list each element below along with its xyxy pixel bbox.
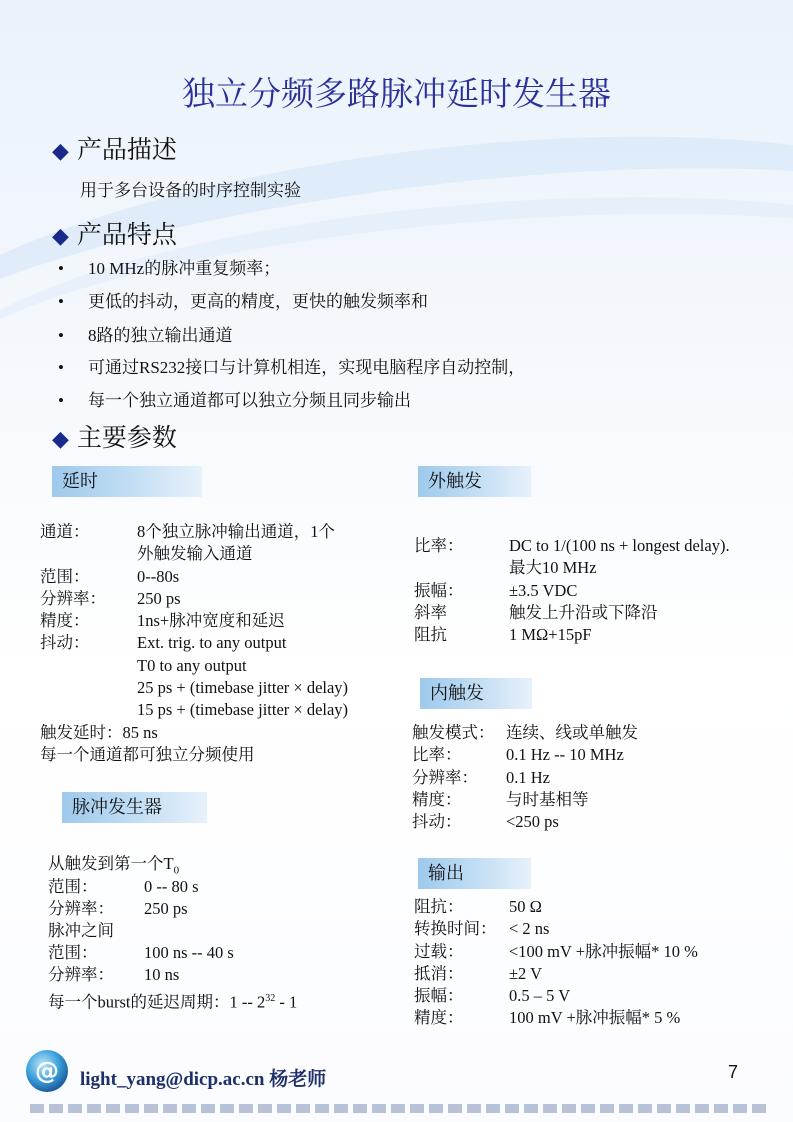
feature-text: 可通过RS232接口与计算机相连，实现电脑程序自动控制，: [88, 358, 526, 377]
param-value: 与时基相等: [506, 789, 589, 809]
param-key: 精度：: [414, 1008, 464, 1028]
param-value: DC to 1/(100 ns + longest delay).: [509, 536, 730, 555]
param-key: 抵消：: [414, 963, 464, 983]
param-row: [414, 963, 784, 985]
section-heading-params: ◆ 主要参数: [52, 425, 177, 452]
param-row: [48, 898, 348, 920]
param-row: [412, 789, 782, 811]
param-row: [40, 677, 410, 699]
param-value: 0 -- 80 s: [144, 877, 199, 896]
param-row: [40, 566, 410, 588]
param-row: [412, 811, 782, 833]
param-row: [412, 744, 782, 766]
external-trigger-params: [414, 535, 784, 646]
param-value: 连续、线或单触发: [506, 723, 638, 742]
param-value: 100 mV +脉冲振幅* 5 %: [509, 1008, 681, 1028]
feature-text: 更低的抖动，更高的精度，更快的触发频率和: [88, 292, 428, 311]
param-key: 分辨率：: [48, 899, 114, 919]
footer-contact: [80, 1064, 326, 1091]
param-key: 范围：: [48, 877, 98, 896]
bullet-dot-icon: •: [58, 292, 64, 311]
param-value: T0 to any output: [137, 655, 247, 675]
param-value: 1 MΩ+15pF: [509, 625, 592, 645]
param-value: 外触发输入通道: [137, 544, 253, 564]
description-text: 用于多台设备的时序控制实验: [80, 181, 301, 200]
param-key: 精度：: [40, 611, 90, 631]
pulse-params-between: [48, 942, 348, 987]
page-number: 7: [728, 1062, 739, 1082]
param-row: [414, 1007, 784, 1029]
feature-item: [58, 386, 411, 411]
param-row: [40, 632, 410, 654]
param-row: [40, 543, 410, 565]
bullet-dot-icon: •: [58, 326, 64, 345]
param-key: 阻抗：: [414, 897, 464, 916]
param-row: [40, 521, 410, 543]
param-value: <100 mV +脉冲振幅* 10 %: [509, 941, 698, 961]
param-key: 分辨率：: [412, 767, 478, 787]
email-logo-icon: [24, 1048, 70, 1094]
param-key: 转换时间：: [414, 919, 497, 939]
param-value: ±3.5 VDC: [509, 580, 578, 600]
param-key: 通道：: [40, 522, 90, 541]
output-params: [414, 896, 784, 1030]
feature-item: [58, 321, 233, 346]
param-value: 0.1 Hz -- 10 MHz: [506, 745, 624, 765]
param-row: [40, 588, 410, 610]
param-value: 最大10 MHz: [509, 558, 597, 578]
bullet-dot-icon: •: [58, 358, 64, 377]
param-key: 触发模式：: [412, 723, 495, 742]
param-value: 50 Ω: [509, 897, 542, 916]
param-row: [412, 767, 782, 789]
param-row: [48, 876, 348, 898]
param-row: [40, 610, 410, 632]
param-row: [48, 964, 348, 986]
feature-item: [58, 287, 428, 312]
param-row: [414, 557, 784, 579]
param-row: [40, 699, 410, 721]
burst-delay-line: 每一个burst的延迟周期：$1 -- 2^{32} - 1$: [48, 992, 298, 1012]
delay-note: 每一个通道都可独立分频使用: [40, 745, 255, 764]
param-key: 范围：: [40, 566, 90, 586]
label-internal-trigger: 内触发: [420, 678, 532, 709]
param-key: 振幅：: [414, 986, 464, 1006]
pulse-first-line: 从触发到第一个$T_0$: [48, 854, 180, 877]
pulse-between: 脉冲之间: [48, 921, 114, 940]
feature-item: [58, 254, 280, 279]
param-value: ±2 V: [509, 963, 543, 983]
param-value: 0.1 Hz: [506, 767, 550, 787]
param-key: 分辨率：: [48, 965, 114, 985]
param-key: 抖动：: [40, 633, 90, 653]
footer-dashed-rule: [30, 1104, 770, 1113]
param-value: 100 ns -- 40 s: [144, 943, 234, 962]
param-value: Ext. trig. to any output: [137, 633, 287, 653]
param-value: 15 ps + (timebase jitter × delay): [137, 700, 349, 720]
param-value: 10 ns: [144, 965, 180, 985]
param-value: 250 ps: [144, 899, 188, 919]
param-key: 振幅：: [414, 580, 464, 600]
param-row: [414, 580, 784, 602]
param-key: 抖动：: [412, 812, 462, 832]
param-row: [414, 918, 784, 940]
label-delay: 延时: [52, 466, 202, 497]
param-value: 1ns+脉冲宽度和延迟: [137, 611, 285, 631]
param-key: 阻抗: [414, 625, 447, 645]
feature-item: [58, 353, 525, 378]
param-row: [414, 535, 784, 557]
param-value: 8个独立脉冲输出通道，1个: [137, 522, 335, 541]
param-row: [412, 722, 782, 744]
feature-text: 每一个独立通道都可以独立分频且同步输出: [88, 391, 411, 410]
label-output: 输出: [418, 858, 531, 889]
param-value: 0--80s: [137, 566, 180, 586]
param-row: [414, 941, 784, 963]
section-heading-description: ◆ 产品描述: [52, 137, 177, 164]
page-title: 独立分频多路脉冲延时发生器: [182, 77, 611, 113]
param-key: 范围：: [48, 943, 98, 962]
param-value: < 2 ns: [509, 919, 550, 939]
param-value: 触发上升沿或下降沿: [509, 602, 658, 622]
bullet-dot-icon: •: [58, 391, 64, 410]
param-row: [414, 602, 784, 624]
diamond-bullet-icon: ◆: [52, 426, 69, 451]
delay-params: [40, 521, 410, 722]
param-value: <250 ps: [506, 812, 559, 832]
pulse-params-first: [48, 876, 348, 921]
trigger-delay-row: 触发延时：85 ns: [40, 723, 158, 742]
param-key: 精度：: [412, 789, 462, 809]
internal-trigger-params: [412, 722, 782, 833]
param-key: 分辨率：: [40, 588, 106, 608]
param-row: [414, 624, 784, 646]
footer-email[interactable]: light_yang@dicp.ac.cn: [80, 1069, 265, 1090]
footer-teacher: 杨老师: [269, 1069, 327, 1090]
svg-text:@: @: [35, 1057, 59, 1085]
param-key: 过载：: [414, 941, 464, 961]
label-pulse-generator: 脉冲发生器: [62, 792, 207, 823]
feature-text: 8路的独立输出通道: [88, 326, 233, 345]
param-key: 比率：: [414, 536, 464, 555]
section-heading-features: ◆ 产品特点: [52, 222, 177, 249]
param-key: 斜率: [414, 602, 447, 622]
param-value: 25 ps + (timebase jitter × delay): [137, 678, 349, 698]
param-key: 比率：: [412, 745, 462, 765]
param-row: [414, 985, 784, 1007]
label-external-trigger: 外触发: [418, 466, 531, 497]
param-value: 250 ps: [137, 588, 181, 608]
diamond-bullet-icon: ◆: [52, 138, 69, 163]
param-row: [414, 896, 784, 918]
bullet-dot-icon: •: [58, 259, 64, 278]
feature-text: 10 MHz的脉冲重复频率；: [88, 259, 281, 278]
param-row: [40, 655, 410, 677]
param-value: 0.5 – 5 V: [509, 986, 571, 1006]
diamond-bullet-icon: ◆: [52, 223, 69, 248]
param-row: [48, 942, 348, 964]
